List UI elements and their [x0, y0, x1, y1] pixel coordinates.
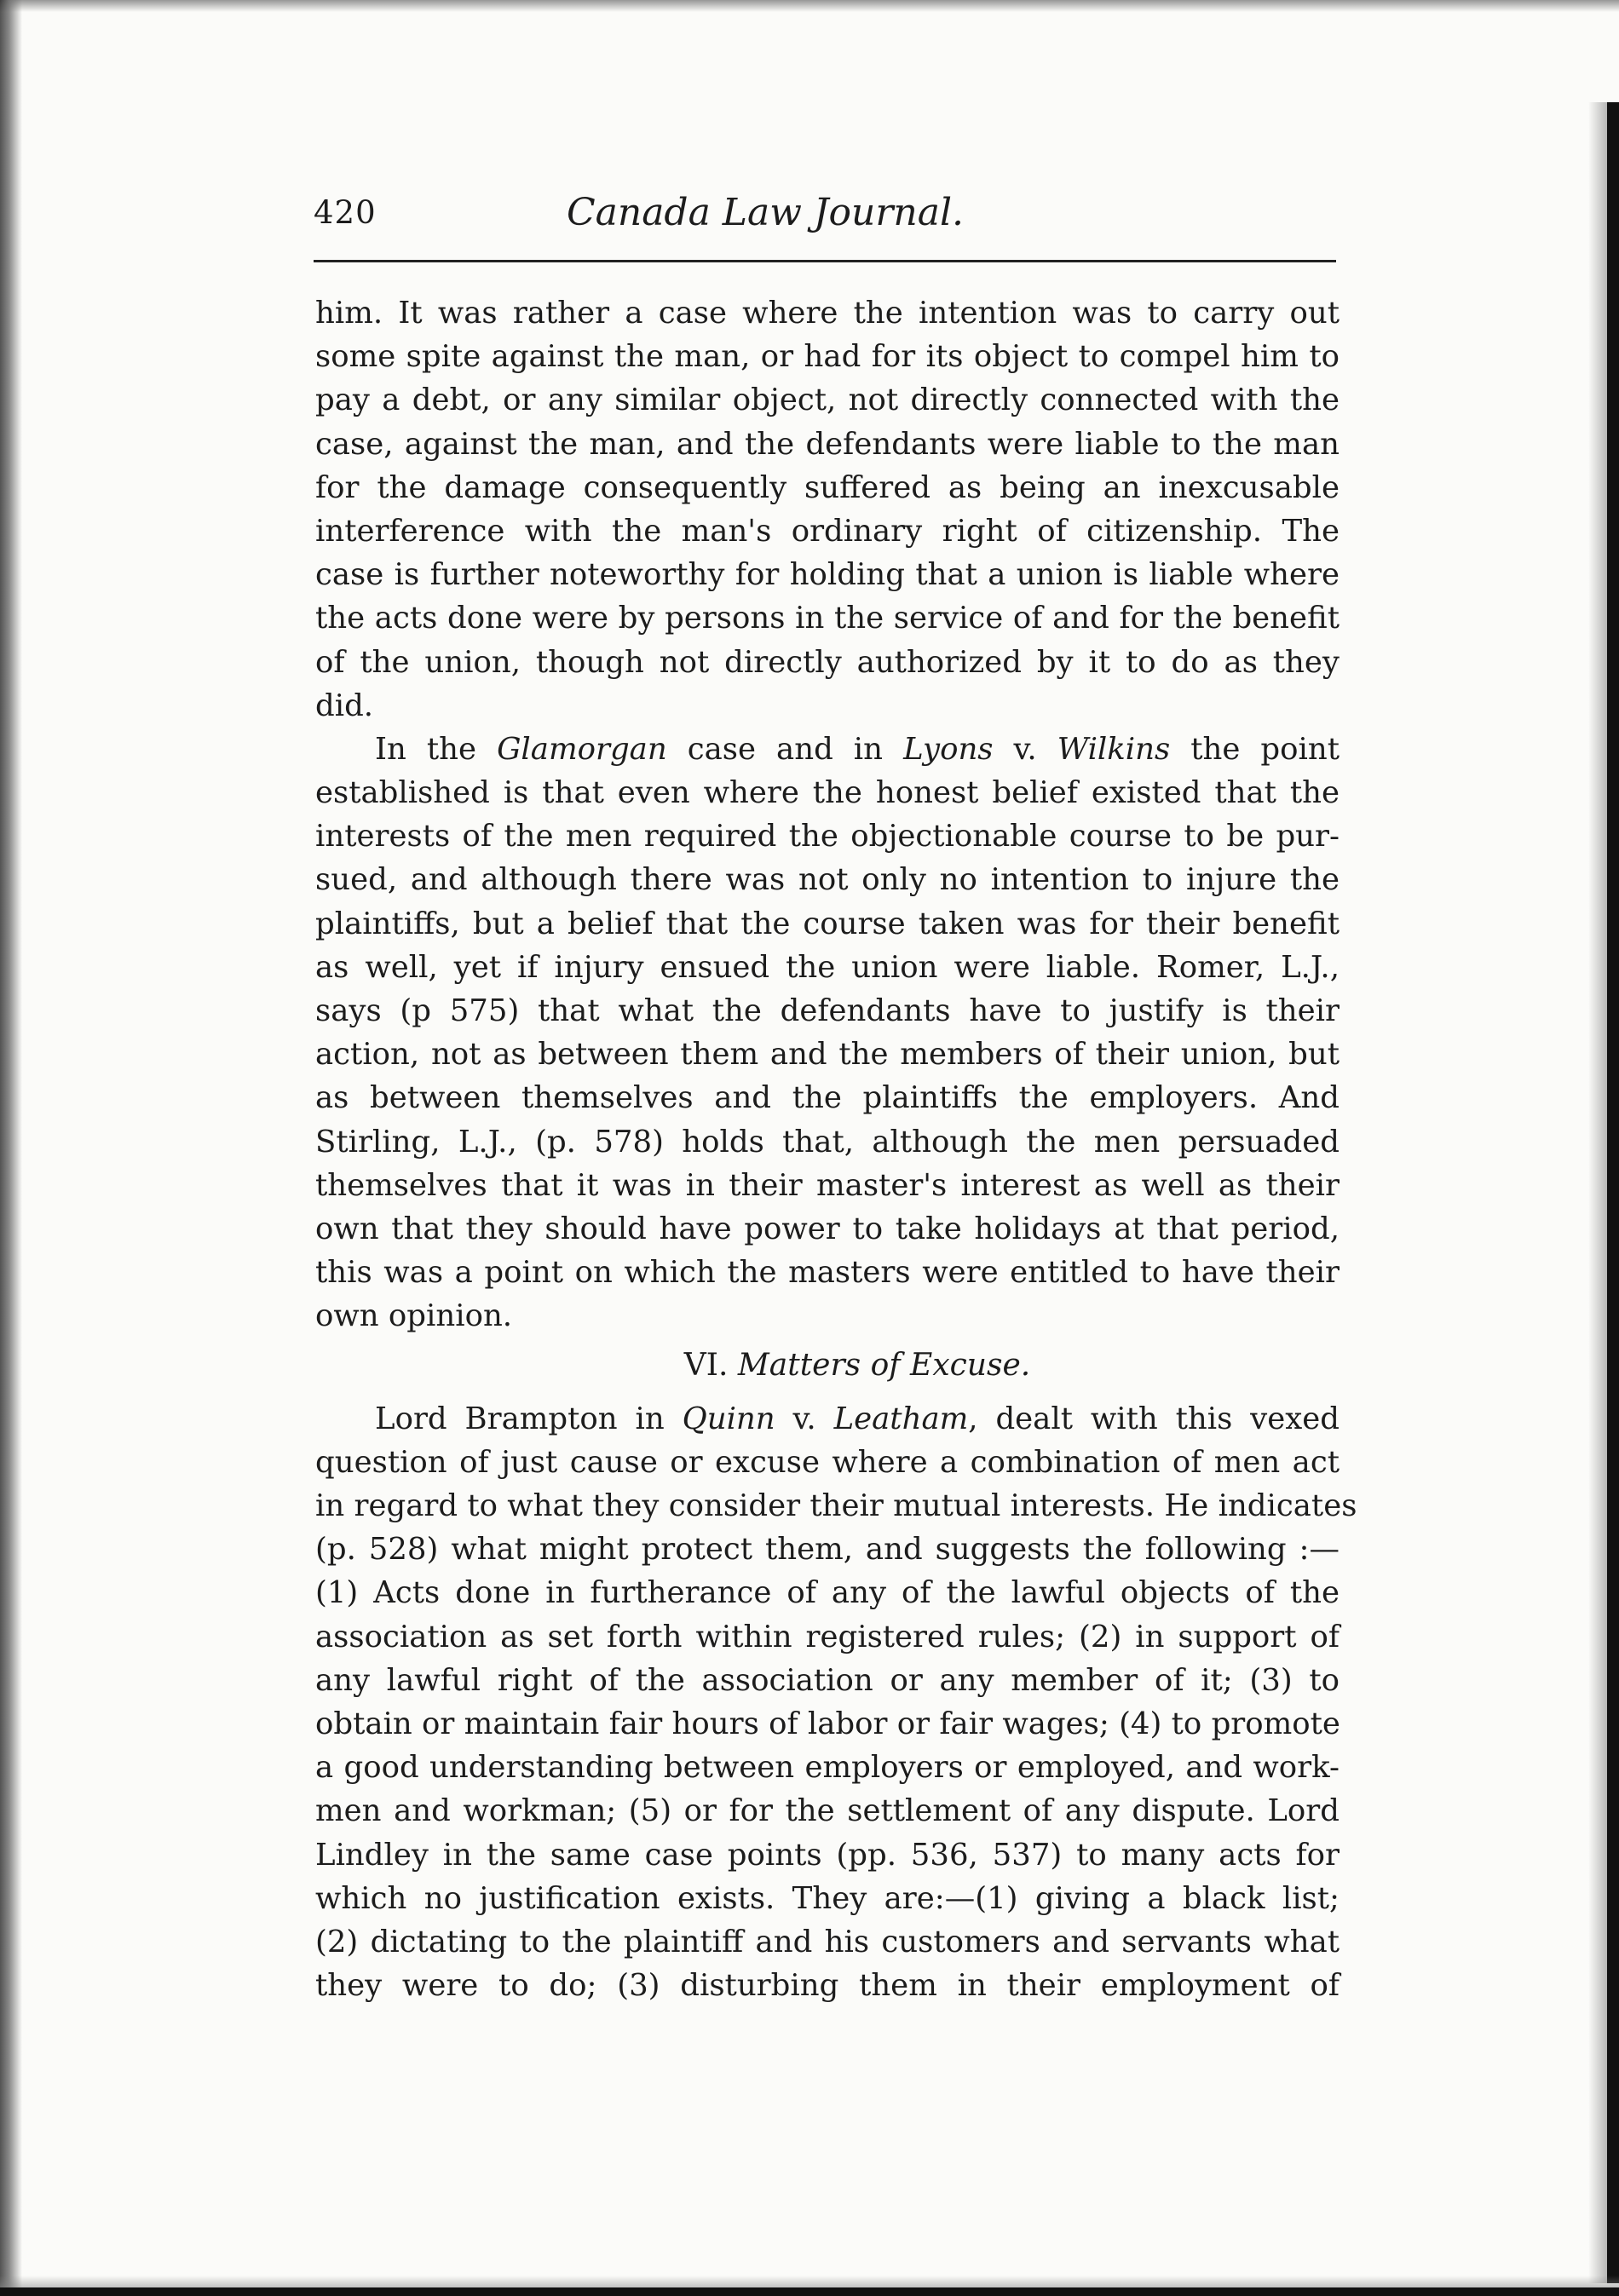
- text-line: any lawful right of the association or any member of it; (3) to: [315, 1662, 1340, 1698]
- paragraph-3: [315, 1397, 1357, 2008]
- scan-edge-bottom: [0, 2287, 1619, 2296]
- section-heading: [315, 1344, 1340, 1387]
- case-name: Glamorgan: [497, 731, 667, 767]
- case-name: Lyons: [903, 731, 994, 767]
- text-line: Stirling, L.J., (p. 578) holds that, although the men persuaded: [315, 1124, 1340, 1160]
- page-header: [314, 191, 1336, 254]
- text-line: for the damage consequently suffered as being an inexcusable: [315, 469, 1340, 505]
- text-line: says (p 575) that what the defendants have to justify is their: [315, 993, 1340, 1028]
- text-line: Lord Brampton in Quinn v. Leatham, dealt with this vexed: [375, 1401, 1340, 1436]
- scan-edge-left: [0, 0, 22, 2296]
- text-line: a good understanding between employers or employed, and work-: [315, 1750, 1340, 1786]
- text-line: themselves that it was in their master's interest as well as their: [315, 1167, 1340, 1203]
- text-line: pay a debt, or any similar object, not directly connected with the: [315, 383, 1340, 418]
- text-line: Lindley in the same case points (pp. 536, 537) to many acts for: [315, 1837, 1340, 1873]
- section-title: Matters of Excuse.: [737, 1347, 1031, 1383]
- case-name: Quinn: [682, 1401, 775, 1436]
- case-name: Wilkins: [1057, 731, 1171, 767]
- text-line: which no justification exists. They are:—(1) giving a black list;: [315, 1880, 1340, 1916]
- text-line: men and workman; (5) or for the settlement of any dispute. Lord: [315, 1793, 1340, 1829]
- text-line: own that they should have power to take holidays at that period,: [315, 1211, 1340, 1246]
- scan-edge-top: [0, 0, 1619, 12]
- text-line: sued, and although there was not only no intention to injure the: [315, 862, 1340, 898]
- journal-title: Canada Law Journal.: [566, 191, 965, 234]
- text-line: (2) dictating to the plaintiff and his customers and servants what: [315, 1924, 1340, 1959]
- section-number: VI.: [683, 1347, 729, 1383]
- case-name: Leatham: [833, 1401, 969, 1436]
- text-line: case, against the man, and the defendants were liable to the man: [315, 426, 1340, 462]
- paragraph-2: [315, 728, 1340, 1338]
- text-line: him. It was rather a case where the intention was to carry out: [315, 296, 1340, 331]
- text-line: in regard to what they consider their mutual interests. He indicates: [315, 1488, 1357, 1524]
- text-line: some spite against the man, or had for its object to compel him to: [315, 339, 1340, 375]
- text-line: interference with the man's ordinary right of citizenship. The: [315, 513, 1340, 549]
- text-line: plaintiffs, but a belief that the course taken was for their benefit: [315, 906, 1340, 941]
- body-text: [315, 291, 1357, 2007]
- text-line: In the Glamorgan case and in Lyons v. Wilkins the point: [375, 731, 1340, 767]
- text-line: (1) Acts done in furtherance of any of the lawful objects of the: [315, 1575, 1340, 1611]
- text-line: case is further noteworthy for holding that a union is liable where: [315, 557, 1340, 593]
- text-line: of the union, though not directly authorized by it to do as they: [315, 644, 1340, 680]
- text-line: interests of the men required the objectionable course to be pur-: [315, 819, 1340, 855]
- text-line: obtain or maintain fair hours of labor or fair wages; (4) to promote: [315, 1706, 1340, 1741]
- text-line: association as set forth within registered rules; (2) in support of: [315, 1619, 1340, 1654]
- text-line: question of just cause or excuse where a combination of men act: [315, 1444, 1340, 1480]
- paragraph-1: [315, 291, 1340, 728]
- scan-edge-bottom-shade: [0, 2276, 1619, 2287]
- text-line: as well, yet if injury ensued the union were liable. Romer, L.J.,: [315, 949, 1340, 985]
- text-line: did.: [315, 688, 374, 723]
- scan-edge-right-shade: [1588, 102, 1607, 2283]
- header-rule: [314, 260, 1336, 262]
- text-line: the acts done were by persons in the service of and for the benefit: [315, 601, 1340, 636]
- text-line: established is that even where the honest belief existed that the: [315, 775, 1340, 811]
- scan-edge-right: [1607, 102, 1619, 2283]
- text-line: as between themselves and the plaintiffs the employers. And: [315, 1080, 1340, 1116]
- text-line: this was a point on which the masters were entitled to have their: [315, 1255, 1340, 1291]
- text-line: they were to do; (3) disturbing them in their employment of: [315, 1968, 1340, 2004]
- text-line: own opinion.: [315, 1298, 513, 1334]
- text-line: action, not as between them and the members of their union, but: [315, 1037, 1340, 1073]
- text-line: (p. 528) what might protect them, and suggests the following :—: [315, 1532, 1340, 1568]
- page-number: 420: [314, 194, 377, 231]
